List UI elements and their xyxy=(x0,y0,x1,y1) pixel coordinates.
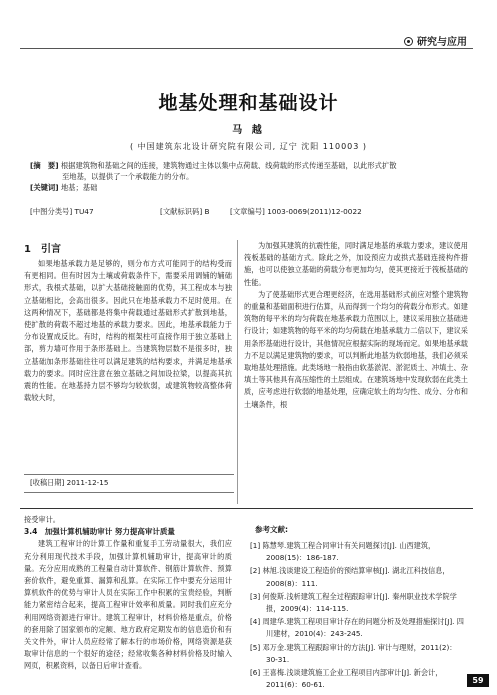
bottom-left-paragraph: 建筑工程审计的计算工作量和重复手工劳动量很大，我们应充分利用现代技术手段，加强计算机辅助审计，提高审计的质量。充分应用成熟的工程量自动计算软件、钢筋计算软件、预算套价软件，避免重算、漏算和乱算。在实际工作中要充分运用计算机软件的优势与审计人员在实际工作中积累的宝贵经验，判断能力紧密结合起来，提高工程审计效率和质量。同时我们应充分利用网络资源进行审计。建筑工程审计，材料价格是重点，价格的套用除了国家颁布的定额、地方政府定期发布的信息造价和有关文件外，审计人员应经常了解本行的市场价格，网络资源是获取审计信息的一个很好的途径；经常收集各种材料价格及时输入网页，积累资料，以备日后审计查看。 xyxy=(24,539,232,671)
affiliation: ( 中国建筑东北设计研究院有限公司, 辽宁 沈阳 110003 ) xyxy=(129,142,368,151)
clc-code: [中图分类号] TU47 xyxy=(30,207,94,216)
section-heading-intro: 1 引言 xyxy=(24,244,61,255)
header-rule xyxy=(20,48,473,49)
lead-text: 接受审计。 xyxy=(24,515,60,524)
page-number: 59 xyxy=(467,674,489,687)
section-header xyxy=(404,33,467,48)
subsection-heading: 3.4 加强计算机辅助审计 努力提高审计质量 xyxy=(24,527,175,537)
abstract-block xyxy=(30,160,470,193)
reference-item: [4] 周建华.建筑工程项目审计存在的问题分析及处理措施探讨[J]. 四川建材，2010(4)：243-245. xyxy=(250,617,464,639)
reference-item: [6] 王喜梅.浅谈建筑施工企业工程项目内部审计[J]. 新会计，2011(6)：60-61. xyxy=(250,668,443,690)
article-number: [文章编号] 1003-0069(2011)12-0022 xyxy=(230,207,362,216)
section-label: 研究与应用 xyxy=(417,37,467,48)
paper-title: 地基处理和基础设计 xyxy=(158,92,339,114)
references-list xyxy=(250,540,466,692)
target-icon xyxy=(404,37,413,46)
column-divider xyxy=(237,240,238,504)
keywords-text: 地基；基础 xyxy=(60,183,98,192)
keywords-label: [关键词] xyxy=(30,183,59,192)
received-rule-bottom xyxy=(24,492,234,493)
abstract-label: [摘 要] xyxy=(30,161,59,170)
section-rule xyxy=(20,508,473,509)
left-paragraph: 如果地基承载力是足够的，则分布方式可能同于的结构受而有更相同。但有时因为土壤或荷载条件下，需要采用调铺的辅础形式，我根式基础，以扩大基础接触面的优势，其工程成本与独立基础相比，会高出很多。因此只在地基承载力不足时使用。在这两种情况下，基础都是将集中荷载通过基础形式扩散到地基，使扩散的荷载不超过地基的承载力要求。因此，地基承载能力于分布设置成反比。有时，结构的框架柱可直接作用于独立基础上部，剪力墙可作用于条形基础上。当建筑物层数不是很多时，独立基础加条形基础往往可以满足建筑的结构要求，并满足地基承载力的要求。同时应注意在独立基础之间加设拉梁，以提高其抗震的性能。在地基持力层不够均匀较软弱，或建筑物较高整体荷载较大时， xyxy=(24,259,232,403)
reference-item: [3] 何俊斯.浅析建筑工程全过程跟踪审计[J]. 秦州职业技术学院学报，2009(4)：114-115. xyxy=(250,591,457,614)
reference-item: [2] 林旭.浅谈建设工程造价的预结算审核[J]. 湖北江科技信息，2008(8)：111. xyxy=(250,566,450,588)
bottom-left-column xyxy=(24,514,232,673)
reference-item: [5] 邓万金.建筑工程跟踪审计的方法[J]. 审计与理财，2011(2)：30-31. xyxy=(250,642,457,664)
author: 马 越 xyxy=(232,125,265,136)
right-paragraph-2: 为了使基础形式更合理更经济，在选用基础形式前应对整个建筑物的重量和基础面积进行估算，从而得到一个均匀的荷载分布形式。如建筑物的每平米的均匀荷载在地基承载力范围以上，建议采用独立基础进行设计；如建筑物的每平米的均匀荷载在地基承载力二倍以下，建议采用条形基础进行设计，其他情况应根据实际的现场而定。如果地基承载力不足以满足建筑物的要求，可以判断此地基为软弱地基，我们必须采取地基处理措施。此类场地一般指由软基淤泥、淤泥质土、冲填土、杂填土等其他具有高压缩性的土层组成。在建筑场地中发现软弱在此类土质，应考虑进行软弱的地基处理，应确定软土的均匀性、成分、分布和土壤条件，根 xyxy=(244,289,468,409)
doc-code: [文献标识码] B xyxy=(160,207,210,216)
reference-item: [1] 陈慧琴.建筑工程合同审计有关问题探讨[J]. 山西建筑，2008(15)：186-187. xyxy=(250,541,436,563)
references-title: 参考文献: xyxy=(255,525,288,534)
abstract-text-1: 根据建筑物和基础之间的连接，建筑物通过主体以集中点荷载、线荷载的形式传递至基础，以此形式扩散 xyxy=(60,161,397,170)
received-rule-top xyxy=(24,474,234,475)
left-column xyxy=(24,258,232,404)
right-paragraph-1: 为加强其建筑的抗震性能，同时满足地基的承载力要求，建议使用筏板基础的基础方式。除此之外，加设预应力或拱式基础连接构件措施，也可以使独立基础的荷载分布更加均匀，使其更接近于筏板基础的性能。 xyxy=(244,241,468,287)
right-column xyxy=(244,240,468,411)
received-date: [收稿日期] 2011-12-15 xyxy=(30,478,109,487)
abstract-text-2: 至地基，以提供了一个承载能力的分布。 xyxy=(62,172,194,181)
